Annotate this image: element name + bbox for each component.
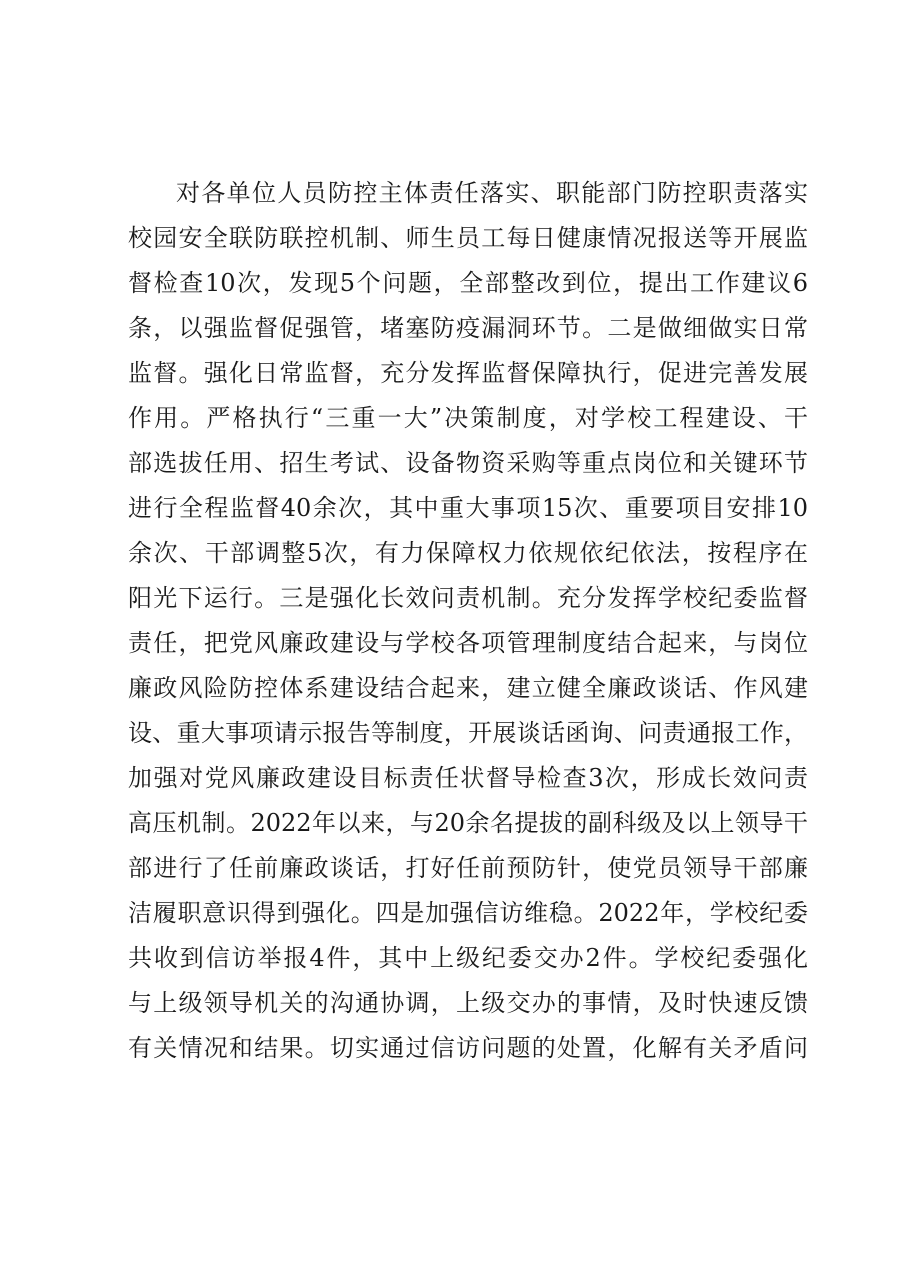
paragraph-line: 洁履职意识得到强化。四是加强信访维稳。2022年，学校纪委 — [128, 899, 808, 927]
paragraph-line: 部选拔任用、招生考试、设备物资采购等重点岗位和关键环节 — [128, 449, 808, 477]
paragraph-line: 有关情况和结果。切实通过信访问题的处置，化解有关矛盾问 — [128, 1034, 808, 1062]
paragraph-line: 进行全程监督40余次，其中重大事项15次、重要项目安排10 — [128, 494, 808, 522]
body-paragraph — [128, 171, 808, 1071]
paragraph-line: 阳光下运行。三是强化长效问责机制。充分发挥学校纪委监督 — [128, 584, 808, 612]
paragraph-line: 设、重大事项请示报告等制度，开展谈话函询、问责通报工作， — [128, 719, 808, 747]
paragraph-line: 条，以强监督促强管，堵塞防疫漏洞环节。二是做细做实日常 — [128, 314, 808, 342]
paragraph-line: 共收到信访举报4件，其中上级纪委交办2件。学校纪委强化 — [128, 944, 808, 972]
paragraph-line: 余次、干部调整5次，有力保障权力依规依纪依法，按程序在 — [128, 539, 808, 567]
paragraph-line: 督检查10次，发现5个问题，全部整改到位，提出工作建议6 — [128, 269, 808, 297]
paragraph-line: 责任，把党风廉政建设与学校各项管理制度结合起来，与岗位 — [128, 629, 808, 657]
paragraph-line: 作用。严格执行“三重一大”决策制度，对学校工程建设、干 — [128, 404, 808, 432]
paragraph-line: 监督。强化日常监督，充分发挥监督保障执行，促进完善发展 — [128, 359, 808, 387]
paragraph-line: 部进行了任前廉政谈话，打好任前预防针，使党员领导干部廉 — [128, 854, 808, 882]
paragraph-line: 高压机制。2022年以来，与20余名提拔的副科级及以上领导干 — [128, 809, 808, 837]
paragraph-line: 加强对党风廉政建设目标责任状督导检查3次，形成长效问责 — [128, 764, 808, 792]
paragraph-line: 校园安全联防联控机制、师生员工每日健康情况报送等开展监 — [128, 224, 808, 252]
paragraph-line: 对各单位人员防控主体责任落实、职能部门防控职责落实 — [176, 179, 808, 207]
paragraph-line: 廉政风险防控体系建设结合起来，建立健全廉政谈话、作风建 — [128, 674, 808, 702]
paragraph-line: 与上级领导机关的沟通协调，上级交办的事情，及时快速反馈 — [128, 989, 808, 1017]
